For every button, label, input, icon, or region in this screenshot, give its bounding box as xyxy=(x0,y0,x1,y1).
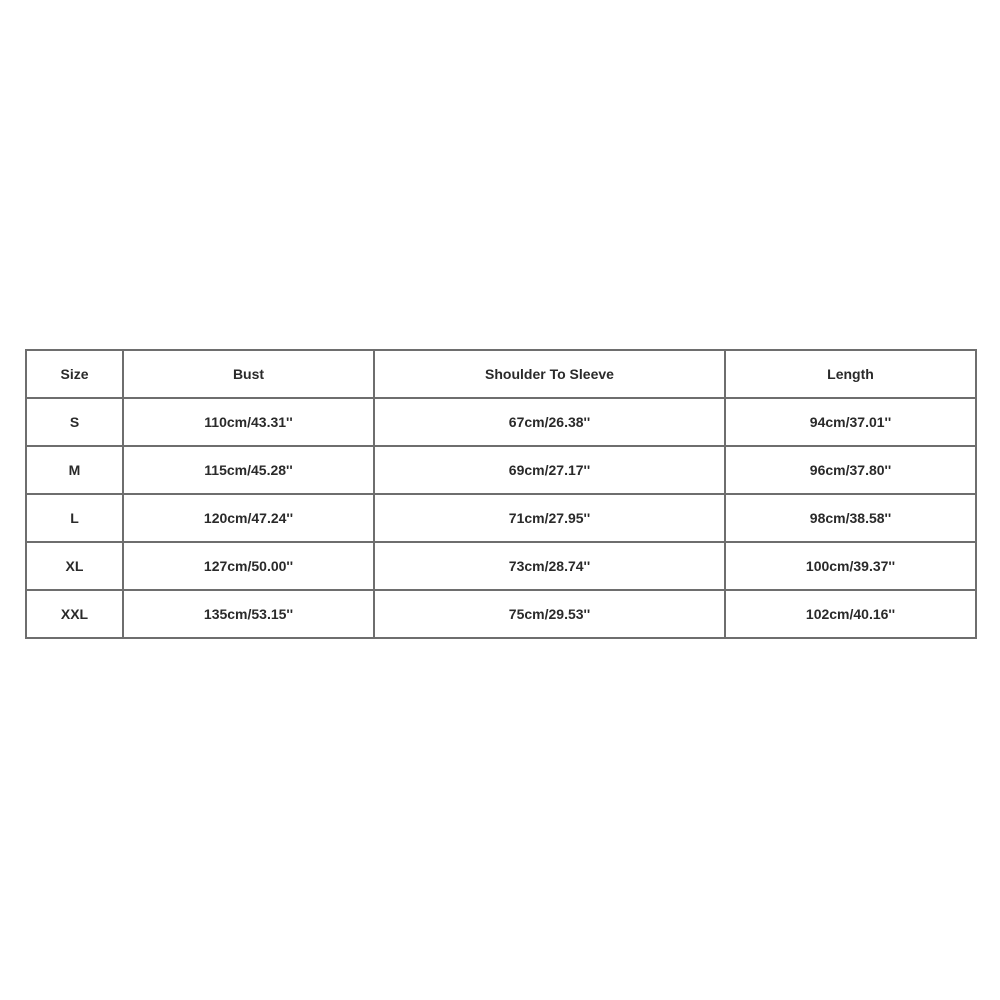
cell-size: S xyxy=(26,398,123,446)
cell-length: 100cm/39.37'' xyxy=(725,542,976,590)
cell-shoulder-to-sleeve: 75cm/29.53'' xyxy=(374,590,725,638)
table-row xyxy=(26,398,976,446)
header-bust: Bust xyxy=(123,350,374,398)
cell-shoulder-to-sleeve: 67cm/26.38'' xyxy=(374,398,725,446)
cell-length: 102cm/40.16'' xyxy=(725,590,976,638)
cell-shoulder-to-sleeve: 71cm/27.95'' xyxy=(374,494,725,542)
cell-size: XL xyxy=(26,542,123,590)
table-row xyxy=(26,446,976,494)
cell-shoulder-to-sleeve: 69cm/27.17'' xyxy=(374,446,725,494)
cell-size: L xyxy=(26,494,123,542)
cell-length: 94cm/37.01'' xyxy=(725,398,976,446)
cell-size: XXL xyxy=(26,590,123,638)
cell-length: 98cm/38.58'' xyxy=(725,494,976,542)
table-row xyxy=(26,542,976,590)
table-row xyxy=(26,494,976,542)
table-header-row xyxy=(26,350,976,398)
cell-bust: 127cm/50.00'' xyxy=(123,542,374,590)
cell-size: M xyxy=(26,446,123,494)
header-size: Size xyxy=(26,350,123,398)
size-chart-table xyxy=(25,349,977,639)
table-row xyxy=(26,590,976,638)
header-length: Length xyxy=(725,350,976,398)
cell-length: 96cm/37.80'' xyxy=(725,446,976,494)
cell-bust: 135cm/53.15'' xyxy=(123,590,374,638)
cell-bust: 110cm/43.31'' xyxy=(123,398,374,446)
cell-shoulder-to-sleeve: 73cm/28.74'' xyxy=(374,542,725,590)
cell-bust: 115cm/45.28'' xyxy=(123,446,374,494)
header-shoulder-to-sleeve: Shoulder To Sleeve xyxy=(374,350,725,398)
cell-bust: 120cm/47.24'' xyxy=(123,494,374,542)
